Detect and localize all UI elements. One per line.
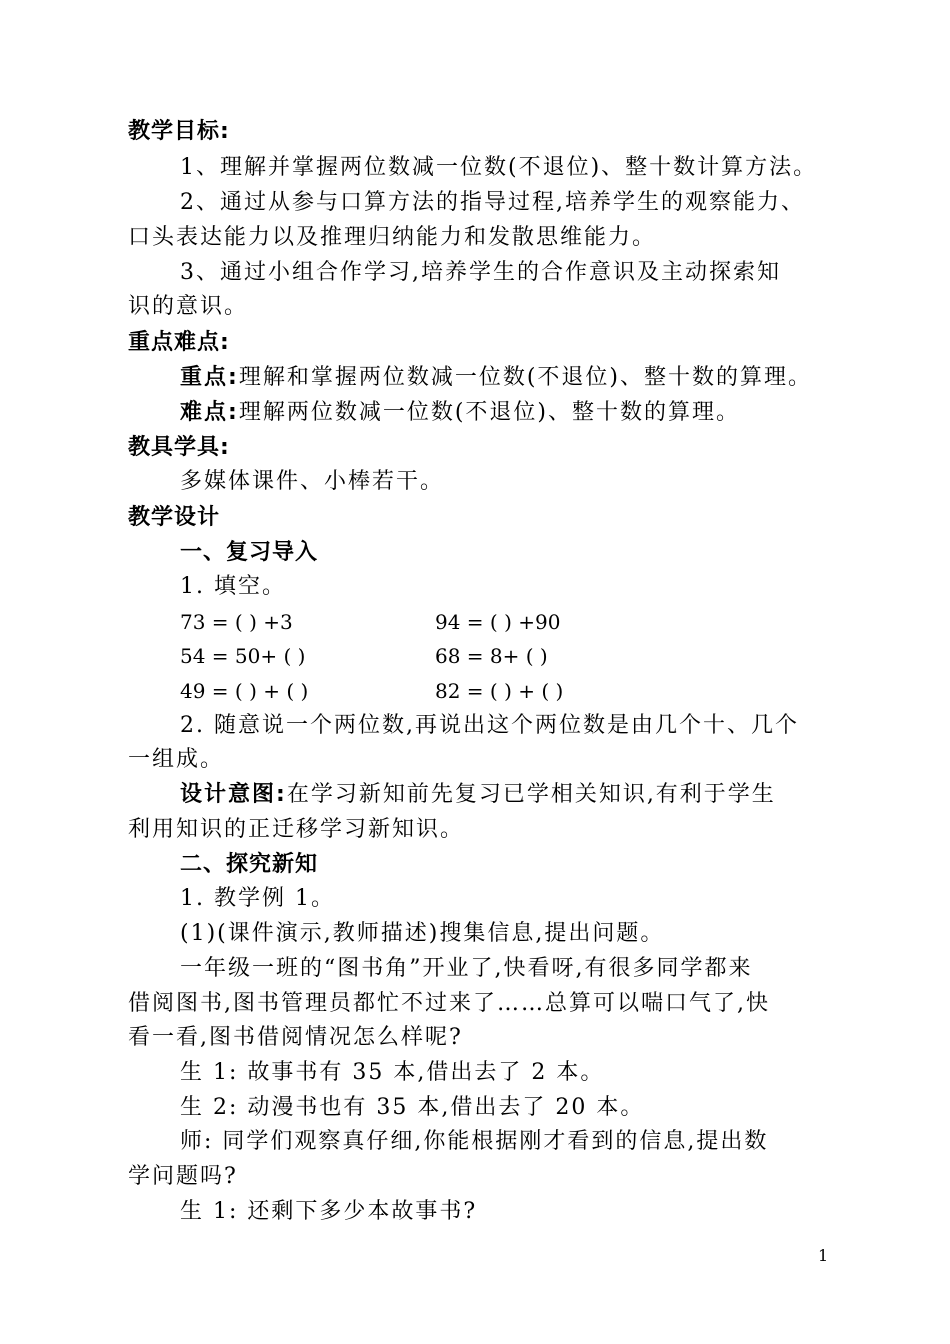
goal-item-2-line-1: 2、通过从参与口算方法的指导过程,培养学生的观察能力、 [180,190,805,215]
goal-item-3-line-2: 识的意识。 [128,294,249,319]
student-1-question: 生 1: 还剩下多少本故事书? [180,1199,478,1224]
equation-1-right: 94 = ( ) +90 [435,610,561,634]
equation-3-left: 49 = ( ) + ( ) [180,679,309,703]
review-item-2-line-2: 一组成。 [128,747,225,772]
story-line-3: 看一看,图书借阅情况怎么样呢? [128,1025,463,1050]
explore-heading: 二、探究新知 [180,852,319,877]
goal-item-2-line-2: 口头表达能力以及推理归纳能力和发散思维能力。 [128,225,657,250]
equation-2-right: 68 = 8+ ( ) [435,644,548,668]
teacher-line-1: 师: 同学们观察真仔细,你能根据刚才看到的信息,提出数 [180,1129,769,1154]
materials-text: 多媒体课件、小棒若干。 [180,469,445,494]
materials-heading: 教具学具: [128,435,230,460]
teacher-line-2: 学问题吗? [128,1164,238,1189]
difficulty-label: 难点: [180,400,239,425]
goals-heading: 教学目标: [128,119,230,144]
equation-3-right: 82 = ( ) + ( ) [435,679,564,703]
design-intent-text: 在学习新知前先复习已学相关知识,有利于学生 [286,782,776,807]
design-heading: 教学设计 [128,505,221,530]
student-2-line: 生 2: 动漫书也有 35 本,借出去了 20 本。 [180,1095,645,1120]
difficulty-text: 理解两位数减一位数(不退位)、整十数的算理。 [238,400,740,425]
review-heading: 一、复习导入 [180,540,319,565]
goal-item-1: 1、理解并掌握两位数减一位数(不退位)、整十数计算方法。 [180,155,818,180]
student-1-line: 生 1: 故事书有 35 本,借出去了 2 本。 [180,1060,605,1085]
key-points-heading: 重点难点: [128,330,230,355]
explore-item-1: 1. 教学例 1。 [180,886,335,911]
key-point-text: 理解和掌握两位数减一位数(不退位)、整十数的算理。 [238,365,812,390]
explore-sub-1: (1)(课件演示,教师描述)搜集信息,提出问题。 [180,921,665,946]
story-line-1: 一年级一班的“图书角”开业了,快看呀,有很多同学都来 [180,956,753,981]
review-item-1: 1. 填空。 [180,574,286,599]
equation-1-left: 73 = ( ) +3 [180,610,293,634]
page-number: 1 [818,1246,829,1265]
design-intent-line-1 [180,780,776,810]
key-point-line [180,363,812,393]
review-item-2-line-1: 2. 随意说一个两位数,再说出这个两位数是由几个十、几个 [180,713,799,738]
key-point-label: 重点: [180,365,239,390]
goal-item-3-line-1: 3、通过小组合作学习,培养学生的合作意识及主动探索知 [180,260,781,285]
story-line-2: 借阅图书,图书管理员都忙不过来了……总算可以喘口气了,快 [128,991,770,1016]
design-intent-line-2: 利用知识的正迁移学习新知识。 [128,817,465,842]
difficulty-line [180,398,740,428]
design-intent-label: 设计意图: [180,782,287,807]
equation-2-left: 54 = 50+ ( ) [180,644,306,668]
